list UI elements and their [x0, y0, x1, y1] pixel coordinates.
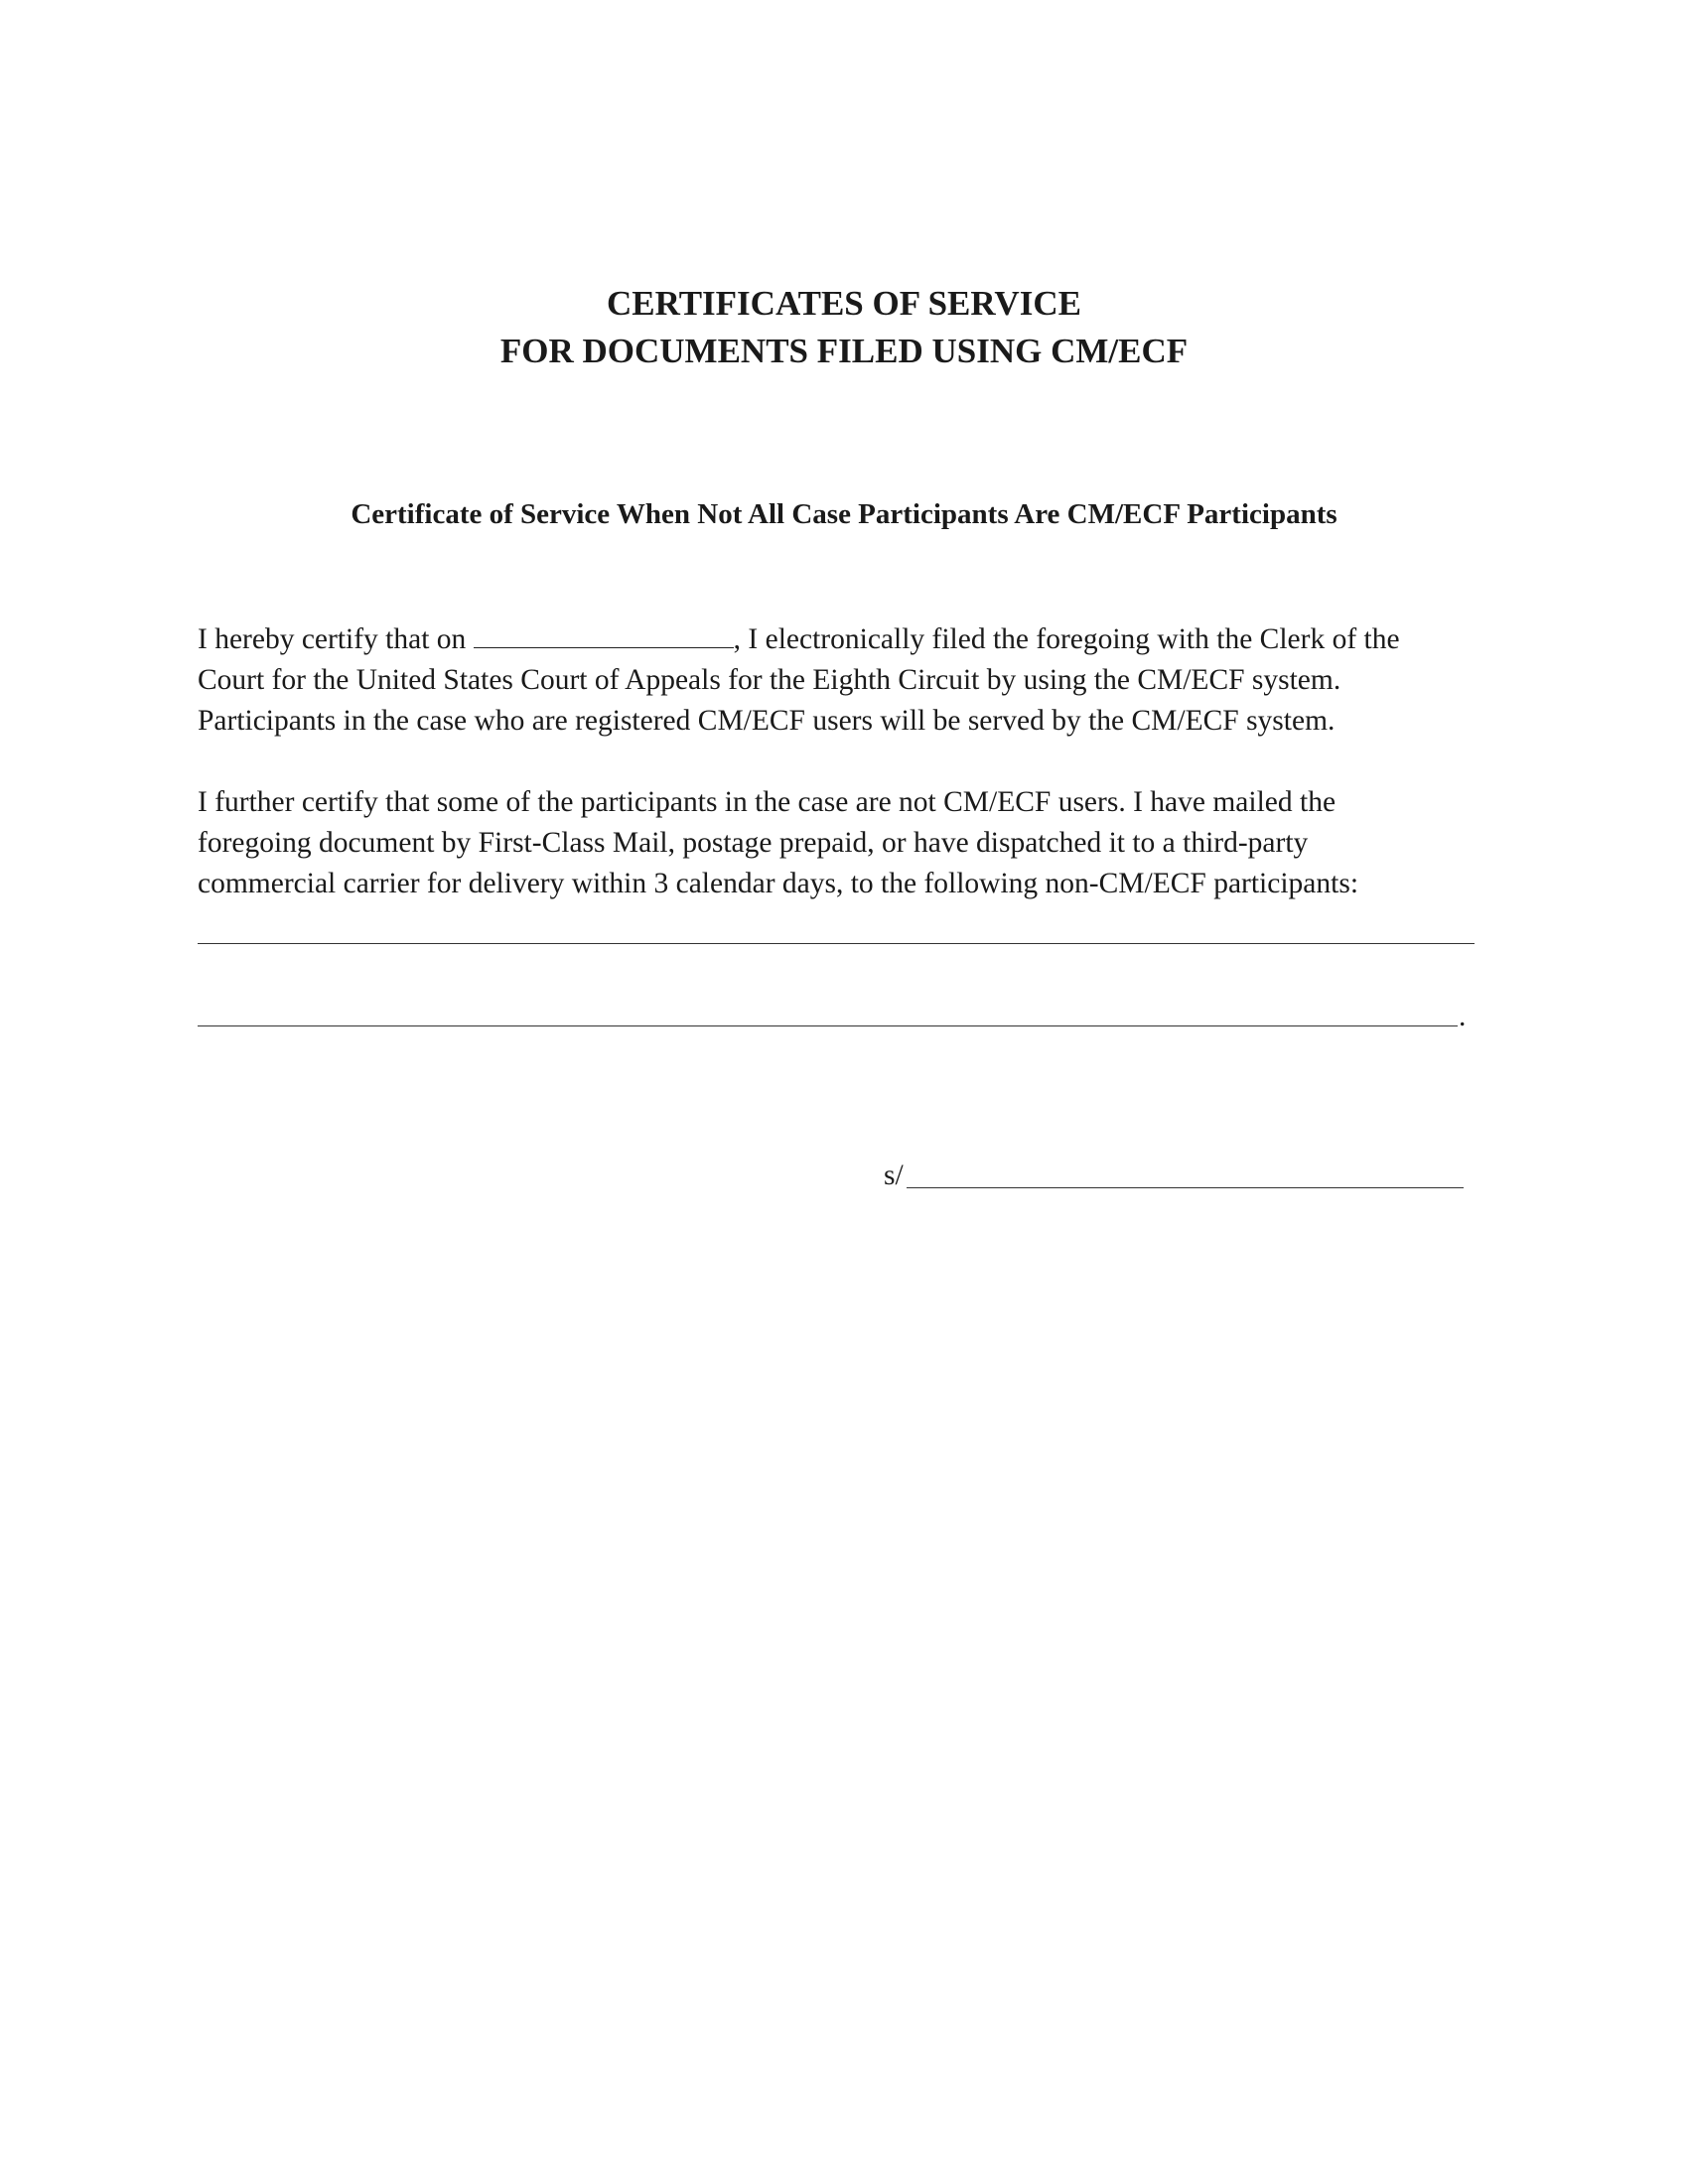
paragraph-2 [198, 782, 1488, 904]
paragraph-1-line-1 [198, 619, 1488, 660]
title-line-2: FOR DOCUMENTS FILED USING CM/ECF [499, 332, 1189, 370]
signature-line[interactable] [907, 1187, 1464, 1188]
paragraph-1-line-3: Participants in the case who are registered CM/ECF users will be served by the CM/ECF system. [198, 705, 1336, 737]
paragraph-1-line-2: Court for the United States Court of Appeals for the Eighth Circuit by using the CM/ECF system. [198, 664, 1341, 696]
title-line-1: CERTIFICATES OF SERVICE [607, 284, 1081, 323]
paragraph-1 [198, 619, 1488, 742]
signature-prefix: s/ [884, 1160, 904, 1191]
participants-period: . [1459, 1001, 1467, 1032]
paragraph-2-line-2: foregoing document by First-Class Mail, postage prepaid, or have dispatched it to a third-party [198, 827, 1309, 859]
participants-blank-line-2[interactable] [198, 1025, 1458, 1026]
paragraph-2-line-3: commercial carrier for delivery within 3 calendar days, to the following non-CM/ECF participants: [198, 868, 1359, 899]
date-blank-field[interactable] [474, 621, 734, 648]
certify-text: I hereby certify that on [198, 623, 474, 655]
subheading: Certificate of Service When Not All Case Participants Are CM/ECF Participants [351, 498, 1337, 530]
paragraph-2-line-1: I further certify that some of the participants in the case are not CM/ECF users. I have mailed the [198, 786, 1336, 818]
filed-text: , I electronically filed the foregoing with the Clerk of the [733, 623, 1400, 655]
participants-blank-line-1[interactable] [198, 943, 1475, 944]
